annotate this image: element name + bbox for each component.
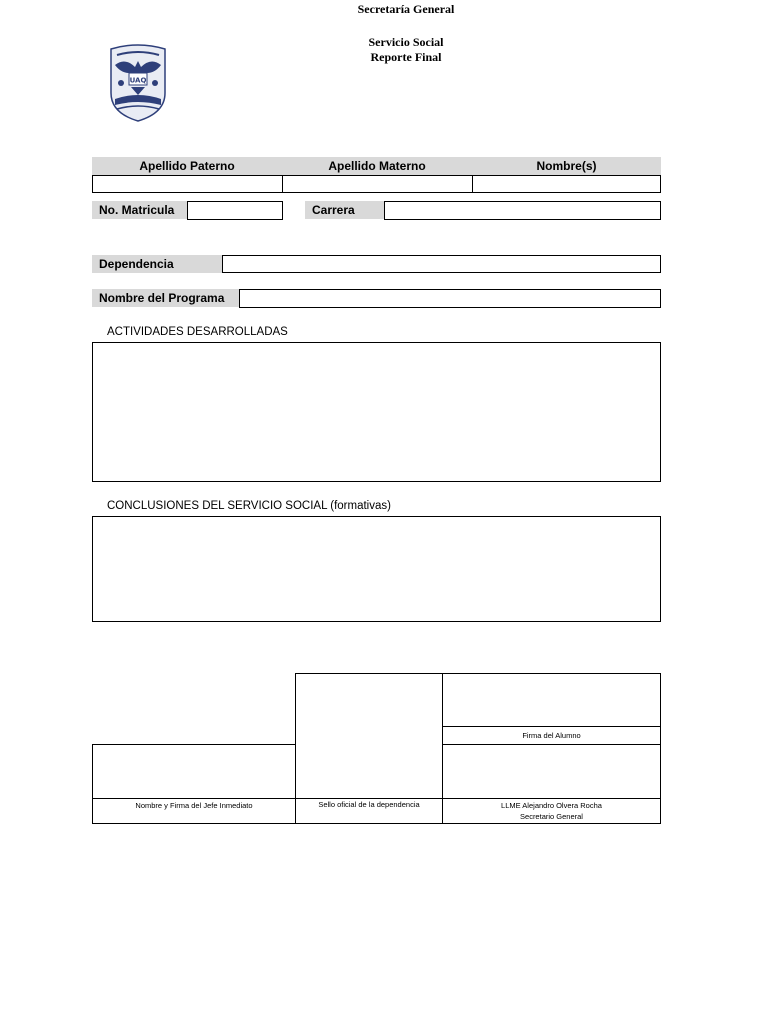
nombres-label: Nombre(s) — [536, 159, 597, 173]
secretario-name: LLME Alejandro Olvera Rocha — [501, 801, 602, 810]
header-servicio-social: Servicio Social — [368, 35, 444, 49]
header-secretaria: Secretaría General — [357, 2, 455, 16]
sello-label: Sello oficial de la dependencia — [318, 800, 420, 809]
conclusiones-title: CONCLUSIONES DEL SERVICIO SOCIAL (formativas) — [107, 500, 391, 512]
firma-alumno-label: Firma del Alumno — [442, 726, 661, 745]
dependencia-label: Dependencia — [92, 255, 223, 273]
programa-field[interactable] — [239, 289, 661, 308]
matricula-field[interactable] — [187, 201, 283, 220]
dependencia-field[interactable] — [222, 255, 661, 273]
apellido-paterno-label: Apellido Paterno — [139, 159, 235, 173]
header-reporte-final: Reporte Final — [370, 50, 442, 64]
actividades-title: ACTIVIDADES DESARROLLADAS — [107, 326, 288, 338]
secretario-firma-box[interactable] — [442, 744, 661, 799]
matricula-label: No. Matricula — [92, 201, 187, 219]
apellido-materno-label: Apellido Materno — [328, 159, 426, 173]
carrera-label: Carrera — [305, 201, 385, 219]
jefe-label: Nombre y Firma del Jefe Inmediato — [92, 798, 296, 824]
seal-text: UAQ — [129, 76, 147, 85]
apellido-paterno-field[interactable] — [92, 175, 283, 193]
carrera-field[interactable] — [384, 201, 661, 220]
secretario-title: Secretario General — [520, 812, 583, 821]
programa-label: Nombre del Programa — [92, 289, 240, 307]
conclusiones-textarea[interactable] — [92, 516, 661, 622]
nombres-field[interactable] — [472, 175, 661, 193]
apellido-materno-field[interactable] — [282, 175, 473, 193]
secretario-label-cell — [442, 798, 661, 824]
firma-alumno-box[interactable] — [442, 673, 661, 727]
actividades-textarea[interactable] — [92, 342, 661, 482]
university-seal-icon — [103, 43, 173, 123]
sello-divider — [295, 798, 443, 799]
jefe-firma-box[interactable] — [92, 744, 296, 799]
